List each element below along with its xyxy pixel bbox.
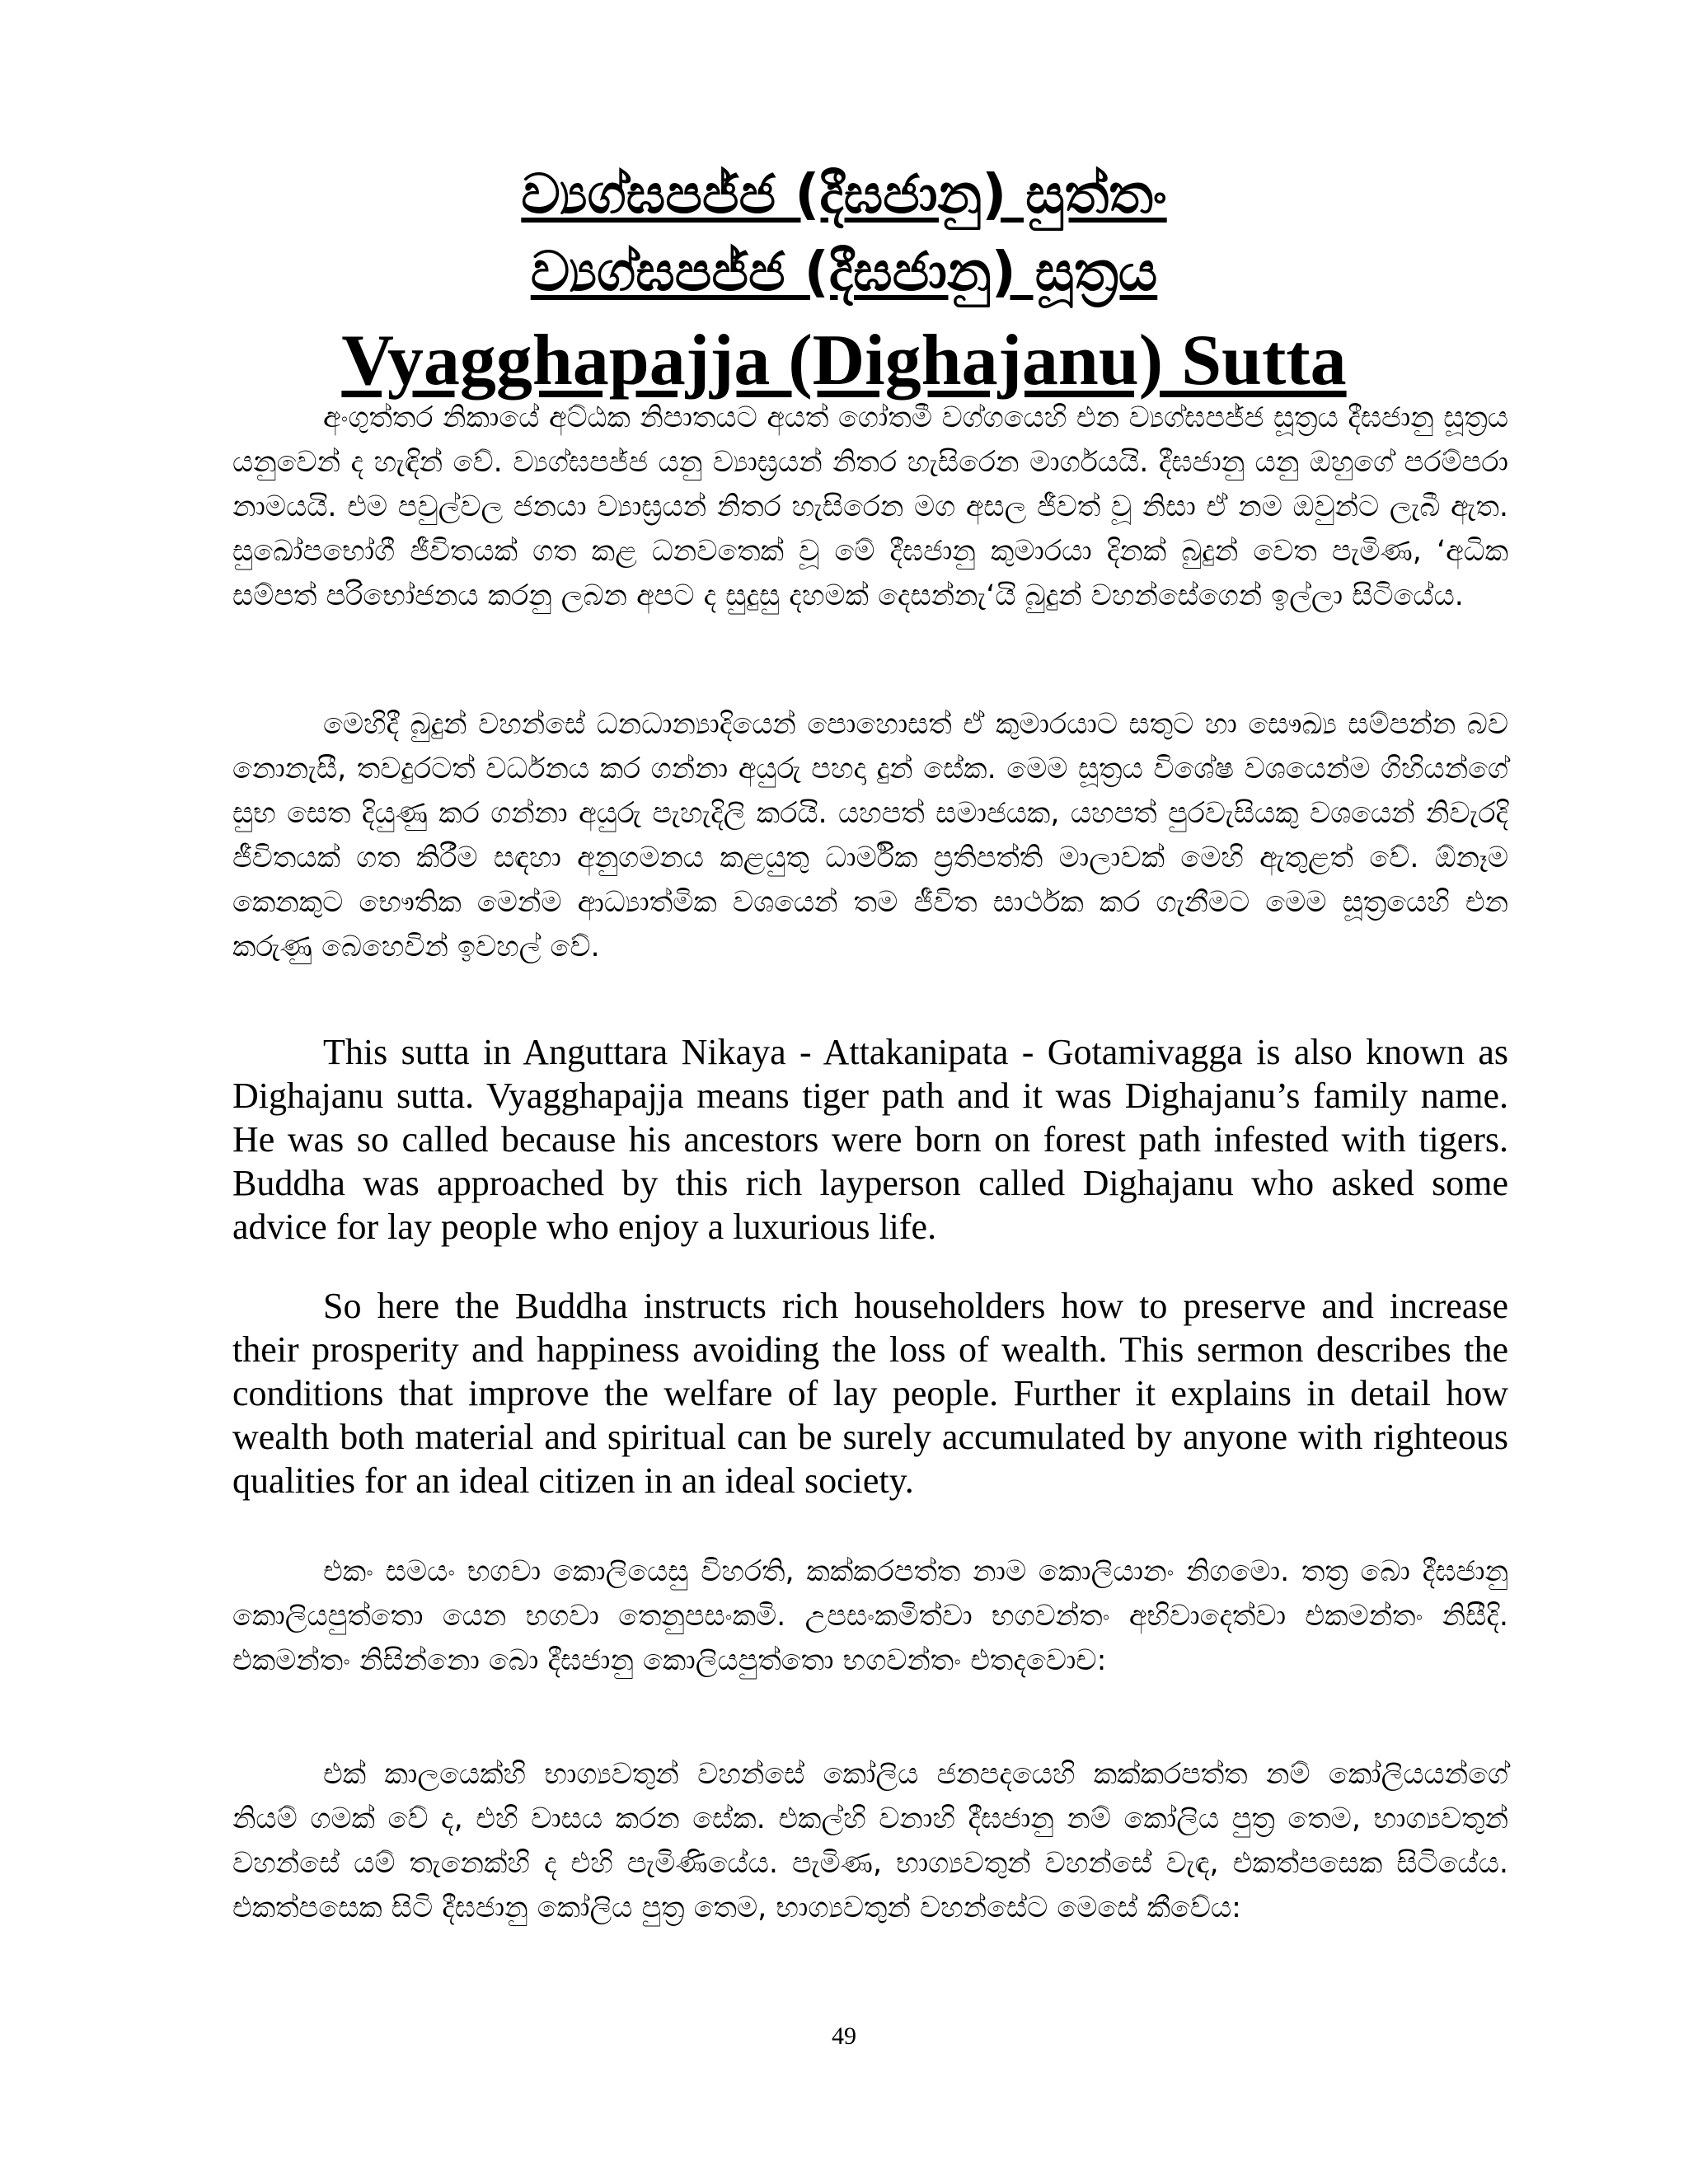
paragraph-intro-english: This sutta in Anguttara Nikaya - Attakanipata - Gotamivagga is also known as Dighajanu sutta. Vyagghapajja means tiger path and it was Dighajanu’s family name. He was so called because his ancestors were born on forest path infested with tigers. Buddha was approached by this rich layperson called Dighajanu who asked some advice for lay people who enjoy a luxurious life.: [232, 1032, 1508, 1247]
paragraph-summary-english: So here the Buddha instructs rich householders how to preserve and increase their prosperity and happiness avoiding the loss of wealth. This sermon describes the conditions that improve the welfare of lay people. Further it explains in detail how wealth both material and spiritual can be surely accumulated by anyone with righteous qualities for an ideal citizen in an ideal society.: [232, 1286, 1508, 1501]
paragraph-summary-sinhala: මෙහිදී බුදුන් වහන්සේ ධනධාන්‍යාදියෙන් පොහොසත් ඒ කුමාරයාට සතුට හා සෞඛ්‍ය සම්පන්න බව නොනැසී, තවදුරටත් වර්ධනය කර ගන්නා අයුරු පහදා දුන් සේක. මෙම සූත්‍රය විශේෂ වශයෙන්ම ගිහියන්ගේ සුභ සෙත දියුණු කර ගන්නා අයුරු පැහැදිලි කරයි. යහපත් සමාජයක, යහපත් පුරවැසියකු වශයෙන් නිවැරදි ජීවිතයක් ගත කිරීම සඳහා අනුගමනය කළයුතු ධාර්මික ප්‍රතිපත්ති මාලාවක් මෙහි ඇතුළත් වේ. ඕනෑම කෙනකුට භෞතික මෙන්ම ආධ්‍යාත්මික වශයෙන් තම ජීවිත සාර්ථක කර ගැනීමට මෙම සූත්‍රයෙහි එන කරුණු බෙහෙවින් ඉවහල් වේ.: [232, 708, 1508, 963]
paragraph-pali-text: එකං සමයං භගවා කොලියෙසු විහරති, කක්කරපත්ත නාම කොලියානං නිගමො. තත්‍ර බො දීඝජානු කොලියපුත්තො යෙන භගවා තෙනුපසංකමි. උපසංකමිත්වා භගවන්තං අභිවාදෙත්වා එකමන්තං නිසීදි. එකමන්තං නිසින්නො බො දීඝජානු කොලියපුත්තො භගවන්තං එතදවොච:: [232, 1555, 1508, 1677]
title-block: [0, 162, 1688, 402]
paragraph-sinhala-translation: එක් කාලයෙක්හි භාග්‍යවතුන් වහන්සේ කෝලිය ජනපදයෙහි කක්කරපත්ත නම් කෝලියයන්ගේ නියම් ගමක් වේ ද, එහි වාසය කරන සේක. එකල්හි වනාහි දීඝජානු නම් කෝලිය පුත්‍ර තෙම, භාග්‍යවතුන් වහන්සේ යම් තැනෙක්හි ද එහි පැමිණියේය. පැමිණ, භාග්‍යවතුන් වහන්සේ වැඳ, එකත්පසෙක සිටියේය. එකත්පසෙක සිටි දීඝජානු කෝලිය පුත්‍ර තෙම, භාග්‍යවතුන් වහන්සේට මෙසේ කීවේය:: [232, 1758, 1508, 1924]
page-number: 49: [832, 2022, 856, 2050]
title-english: Vyagghapajja (Dighajanu) Sutta: [341, 321, 1347, 401]
title-pali-sinhala: ව්‍යග්ඝපජ්ජ (දීඝජානු) සුත්තං: [521, 162, 1167, 226]
paragraph-intro-sinhala: අංගුත්තර නිකායේ අට්ඨක නිපාතයට අයත් ගෝතමී වග්ගයෙහි එන ව්‍යග්ඝපජ්ජ සූත්‍රය දීඝජානු සූත්‍රය යනුවෙන් ද හැඳින් වේ. ව්‍යග්ඝපජ්ජ යනු ව්‍යාඝ්‍රයන් නිතර හැසිරෙන මාර්ගයයි. දීඝජානු යනු ඔහුගේ පරම්පරා නාමයයි. එම පවුල්වල ජනයා ව්‍යාඝ්‍රයන් නිතර හැසිරෙන මග අසල ජීවත් වූ නිසා ඒ නම ඔවුන්ට ලැබී ඇත. සුඛෝපභෝගී ජීවිතයක් ගත කළ ධනවතෙක් වූ මේ දීඝජානු කුමාරයා දිනක් බුදුන් වෙත පැමිණ, ‘අධික සම්පත් පරිභෝජනය කරනු ලබන අපට ද සුදුසු දහමක් දෙසන්නැ‘යි බුදුන් වහන්සේගෙන් ඉල්ලා සිටියේය.: [232, 401, 1508, 612]
title-sinhala: ව්‍යග්ඝපජ්ජ (දීඝජානු) සූත්‍රය: [530, 240, 1158, 303]
